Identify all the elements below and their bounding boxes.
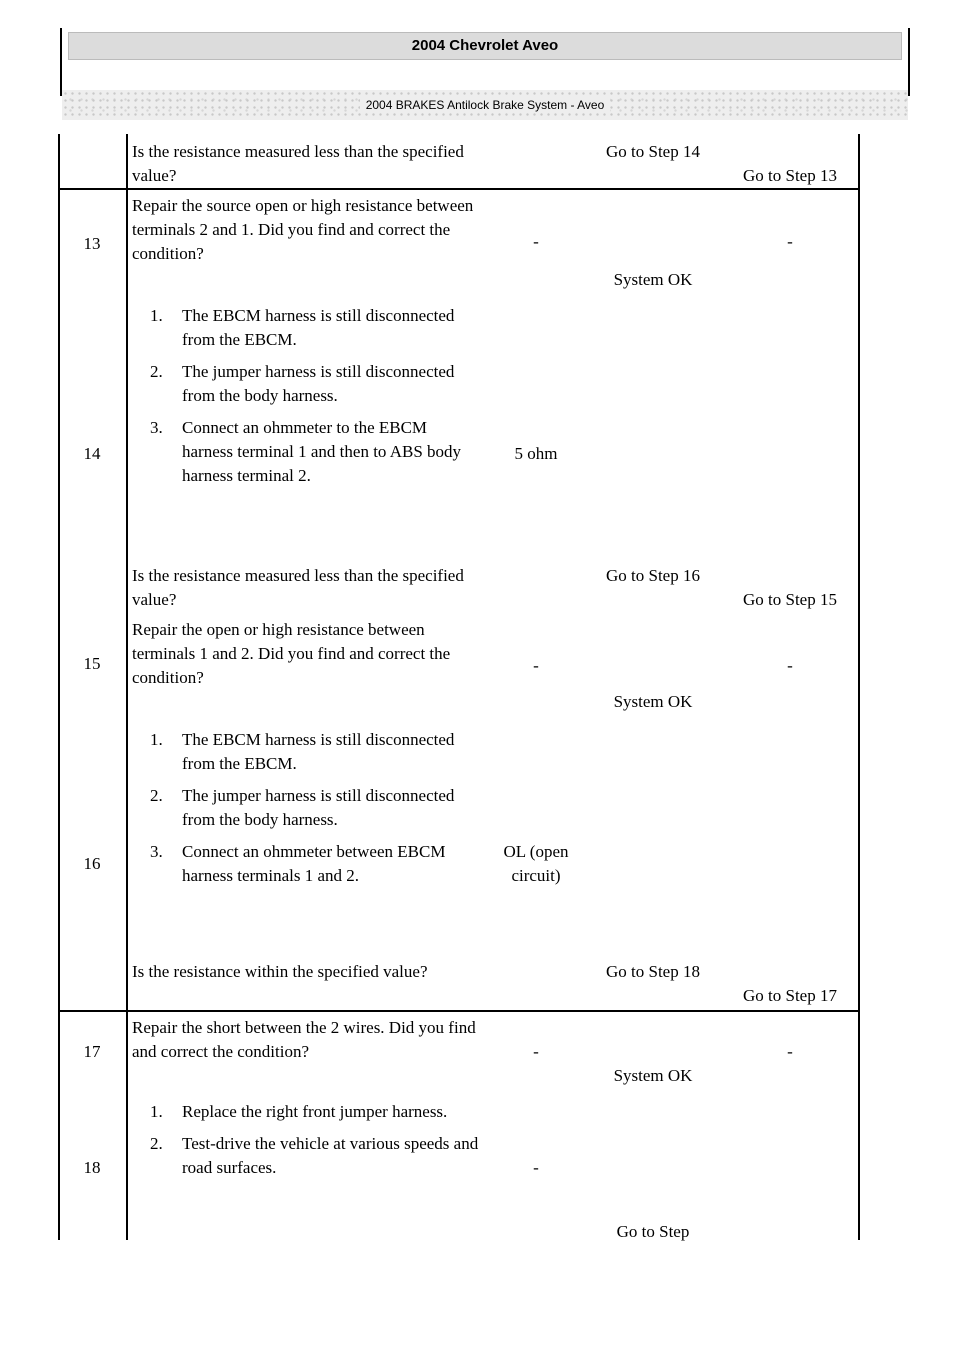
step-14-instructions [132, 304, 482, 496]
list-item: 2. Test-drive the vehicle at various speeds and road surfaces. [150, 1134, 479, 1177]
step-13-yes[interactable]: System OK [613, 270, 693, 289]
step-14-yes[interactable]: Go to Step 16 [606, 566, 700, 585]
step-13-no: - [787, 232, 793, 251]
step-14-no[interactable]: Go to Step 15 [743, 590, 837, 609]
table-border-right [858, 134, 860, 1240]
table-border-left [58, 134, 60, 1240]
step-16-value: OL (open circuit) [503, 842, 569, 885]
diagnostic-table [58, 134, 860, 1240]
step-15-value: - [533, 656, 539, 675]
step-17-yes[interactable]: System OK [613, 1066, 693, 1085]
column-divider-step [126, 134, 128, 1240]
step-12-question: Is the resistance measured less than the specified value? [132, 142, 464, 185]
step-18-yes[interactable]: Go to Step [616, 1222, 690, 1241]
step-18-value: - [533, 1158, 539, 1177]
step-12-no[interactable]: Go to Step 13 [743, 166, 837, 185]
step-15-no: - [787, 656, 793, 675]
step-13-action: Repair the source open or high resistance between terminals 2 and 1. Did you find and correct the condition? [132, 196, 474, 263]
step-16-instructions [132, 728, 482, 896]
header-subtitle [62, 90, 908, 120]
step-17-action: Repair the short between the 2 wires. Did you find and correct the condition? [132, 1018, 476, 1061]
list-item: 2. The jumper harness is still disconnected from the body harness. [150, 786, 455, 829]
list-item: 3. Connect an ohmmeter to the EBCM harness terminal 1 and then to ABS body harness terminal 2. [150, 418, 462, 485]
list-item: 1. Replace the right front jumper harness. [150, 1102, 448, 1121]
step-18-number: 18 [83, 1158, 101, 1177]
step-17-value: - [533, 1042, 539, 1061]
row-divider [58, 188, 860, 190]
step-16-number: 16 [83, 854, 101, 873]
list-item: 2. The jumper harness is still disconnected from the body harness. [150, 362, 455, 405]
step-17-no: - [787, 1042, 793, 1061]
step-14-number: 14 [83, 444, 101, 463]
list-item: 1. The EBCM harness is still disconnected from the EBCM. [150, 730, 455, 773]
step-16-question: Is the resistance within the specified value? [132, 962, 428, 981]
row-divider [58, 1010, 860, 1012]
step-15-yes[interactable]: System OK [613, 692, 693, 711]
step-14-question: Is the resistance measured less than the specified value? [132, 566, 464, 609]
step-14-value: 5 ohm [514, 444, 558, 463]
step-13-number: 13 [83, 234, 101, 253]
header-subtitle-text: 2004 BRAKES Antilock Brake System - Aveo [360, 98, 611, 112]
page-header [60, 28, 910, 112]
step-15-action: Repair the open or high resistance between terminals 1 and 2. Did you find and correct the condition? [132, 620, 451, 687]
list-item: 3. Connect an ohmmeter between EBCM harness terminals 1 and 2. [150, 842, 446, 885]
step-17-number: 17 [83, 1042, 101, 1061]
step-16-no[interactable]: Go to Step 17 [743, 986, 837, 1005]
step-16-yes[interactable]: Go to Step 18 [606, 962, 700, 981]
header-title: 2004 Chevrolet Aveo [68, 32, 902, 60]
step-12-yes[interactable]: Go to Step 14 [606, 142, 700, 161]
step-15-number: 15 [83, 654, 101, 673]
step-18-instructions [132, 1100, 482, 1188]
step-13-value: - [533, 232, 539, 251]
list-item: 1. The EBCM harness is still disconnected from the EBCM. [150, 306, 455, 349]
